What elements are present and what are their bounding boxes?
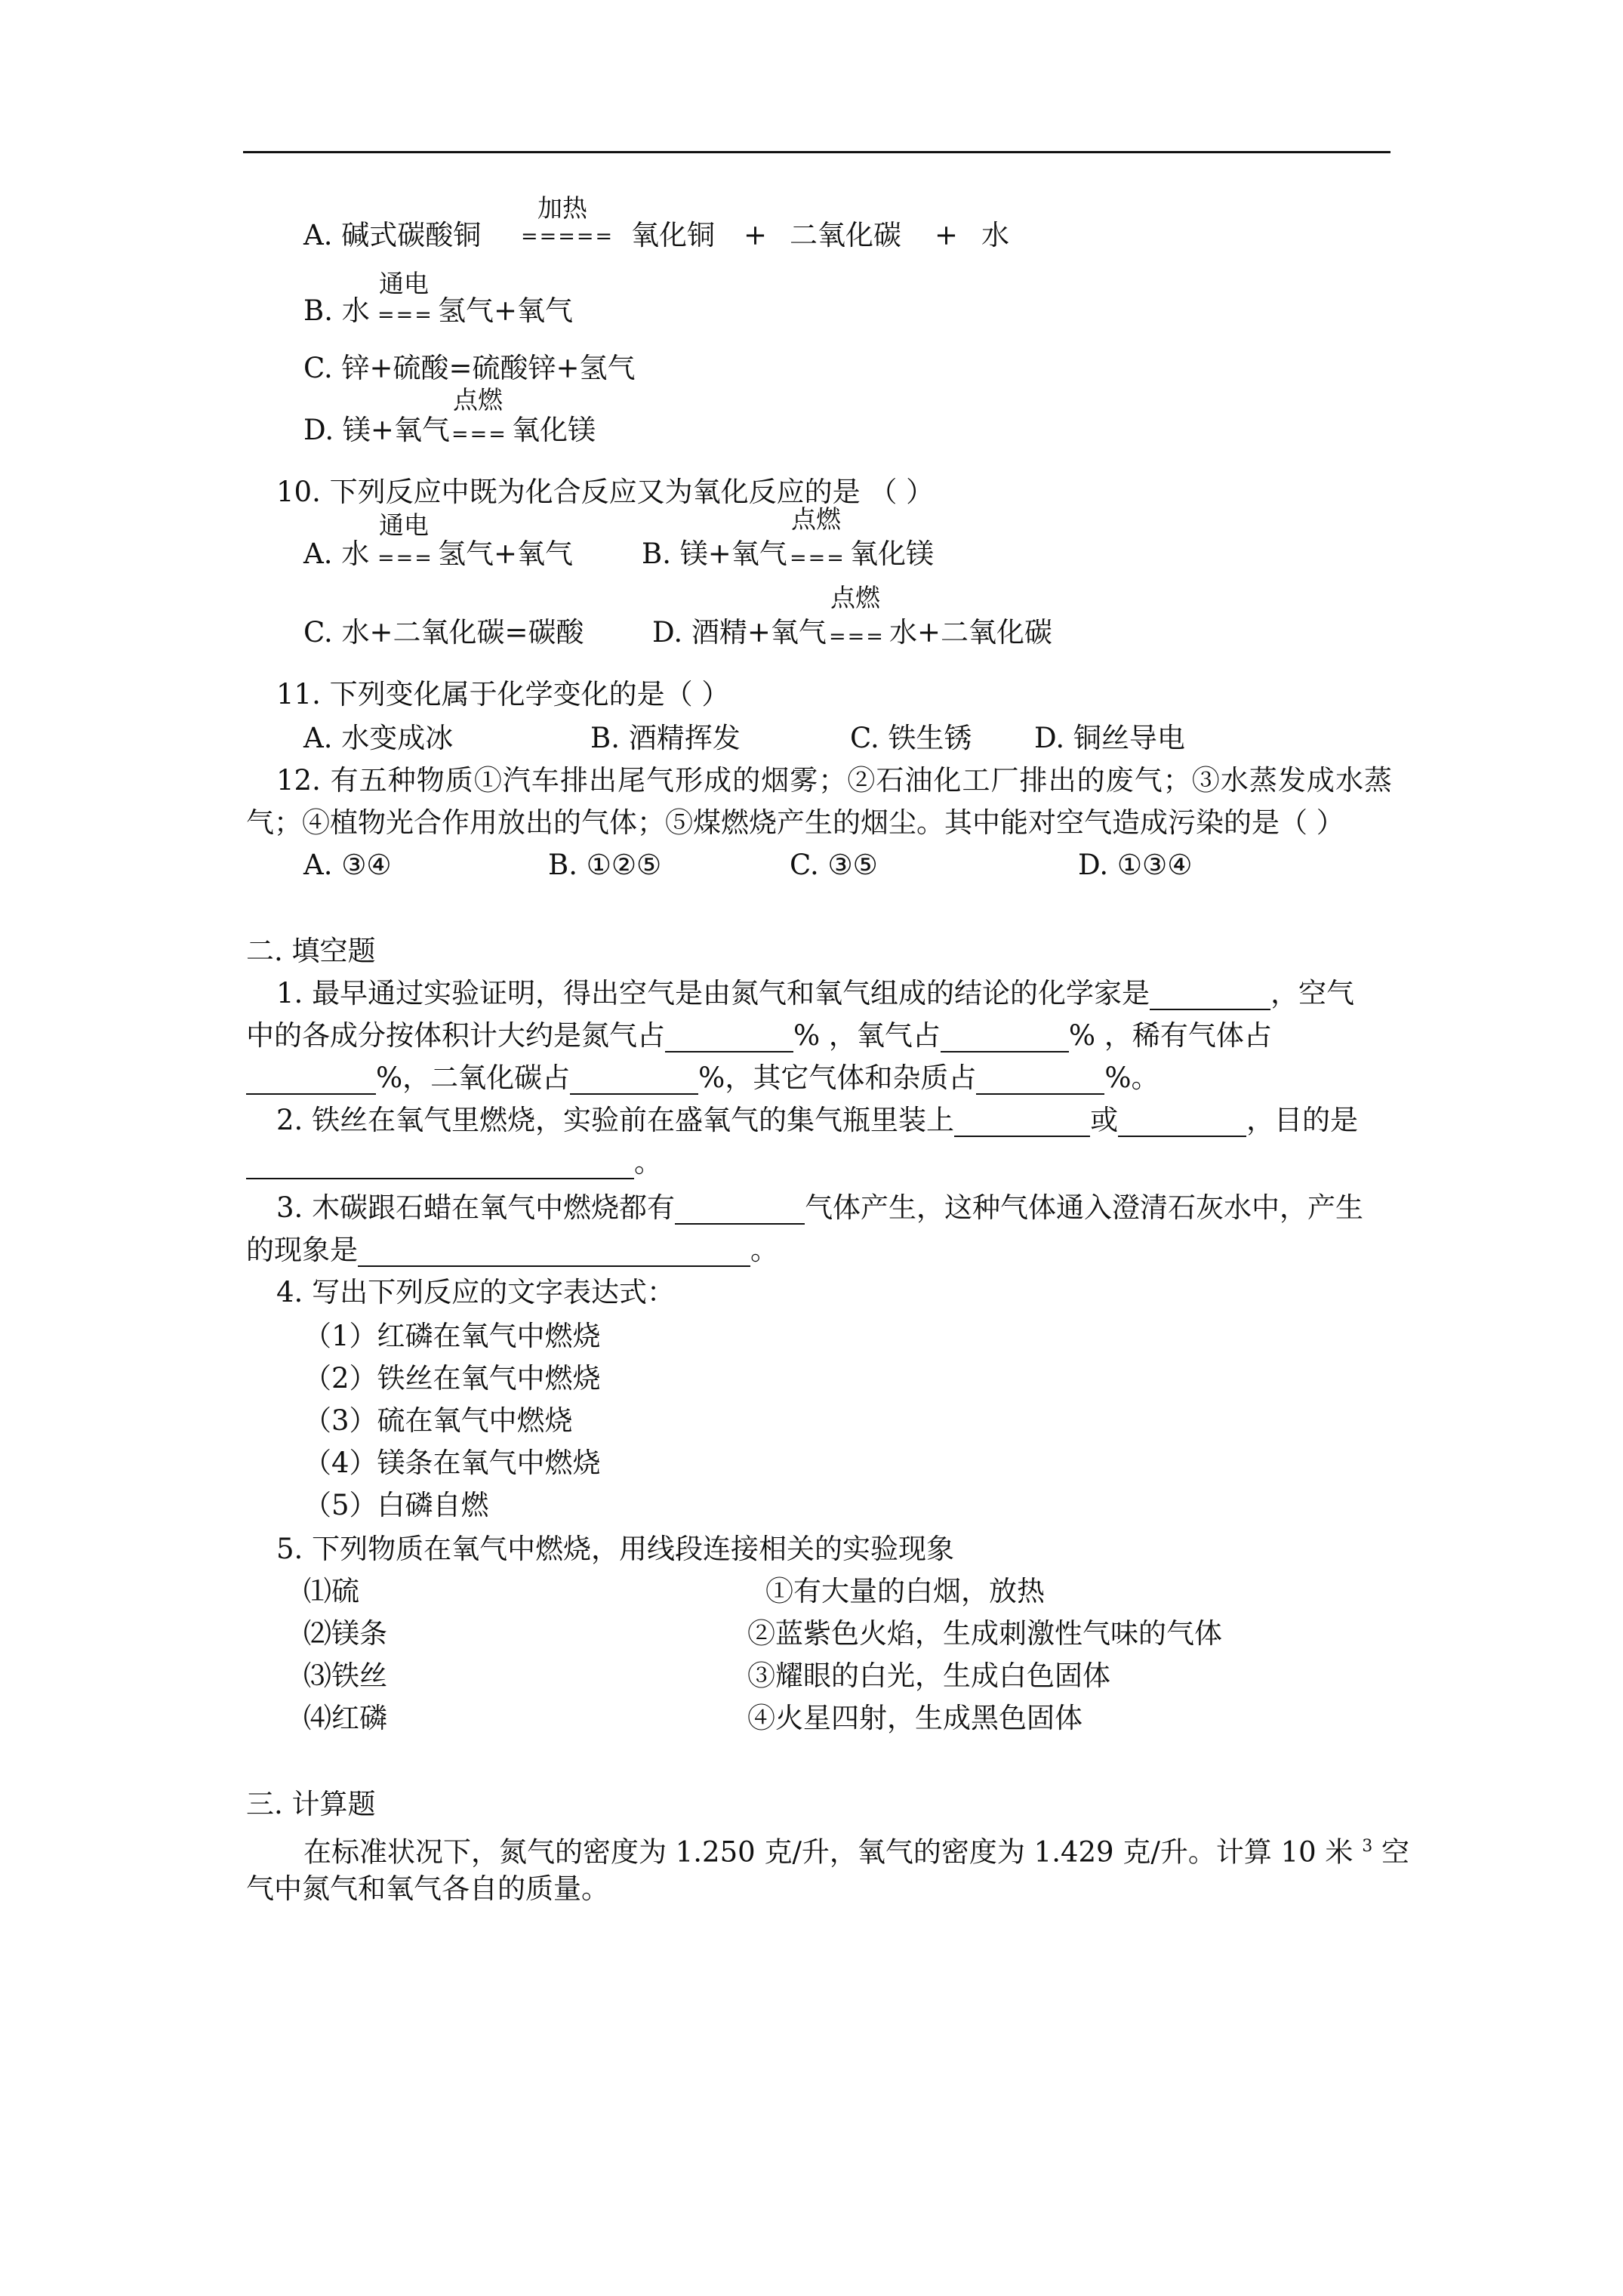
reaction-equals-sign: ===	[377, 547, 433, 570]
q10-option-c: C. 水+二氧化碳=碳酸	[303, 616, 584, 649]
s2-q5-left-item: ⑵镁条	[303, 1617, 387, 1650]
reaction-condition-electrolysis: 通电	[379, 510, 429, 540]
q11-stem: 11. 下列变化属于化学变化的是（ ）	[276, 678, 730, 710]
q12-option-b: B. ①②⑤	[548, 849, 662, 881]
s2-q4-item: （1）红磷在氧气中燃烧	[303, 1320, 601, 1352]
header-rule	[243, 151, 1390, 153]
s3-problem-line1: 在标准状况下，氮气的密度为 1.250 克/升，氧气的密度为 1.429 克/升。计算 10 米 $^3$ 空	[303, 1835, 1409, 1869]
q12-stem-line1: 12. 有五种物质①汽车排出尾气形成的烟雾；②石油化工厂排出的废气；③水蒸发成水蒸	[276, 764, 1392, 797]
reaction-products: 氧化镁	[512, 414, 596, 446]
reaction-equals-sign: ===	[377, 304, 433, 327]
q9-option-b: B. 水	[303, 294, 370, 327]
reaction-condition-ignite: 点燃	[453, 385, 503, 415]
s2-q5-left-item: ⑶铁丝	[303, 1660, 387, 1692]
answer-blank[interactable]	[1118, 1108, 1246, 1137]
section3-heading: 三. 计算题	[246, 1788, 376, 1820]
reaction-condition-heat: 加热	[537, 193, 587, 223]
s2-q2-line1: 2. 铁丝在氧气里燃烧，实验前在盛氧气的集气瓶里装上 或 ，目的是	[276, 1104, 1359, 1136]
s3-problem-line2: 气中氮气和氧气各自的质量。	[246, 1872, 609, 1905]
s2-q4-item: （2）铁丝在氧气中燃烧	[303, 1362, 601, 1395]
s2-q4-item: （4）镁条在氧气中燃烧	[303, 1447, 601, 1479]
answer-blank[interactable]	[675, 1196, 805, 1225]
q9-option-c: C. 锌+硫酸=硫酸锌+氢气	[303, 352, 636, 384]
s2-q1-line2: 中的各成分按体积计大约是氮气占 % ，氧气占 % ，稀有气体占	[246, 1019, 1272, 1052]
s2-q3-line1: 3. 木碳跟石蜡在氧气中燃烧都有 气体产生，这种气体通入澄清石灰水中，产生	[276, 1191, 1364, 1224]
answer-blank[interactable]	[941, 1024, 1069, 1052]
reaction-condition-ignite: 点燃	[830, 583, 880, 612]
s2-q5-left-item: ⑴硫	[303, 1575, 359, 1607]
q12-stem-line2: 气；④植物光合作用放出的气体；⑤煤燃烧产生的烟尘。其中能对空气造成污染的是（ ）	[246, 806, 1344, 839]
answer-blank[interactable]	[954, 1108, 1090, 1137]
reaction-equals-sign: =====	[521, 225, 614, 248]
answer-blank[interactable]	[665, 1024, 793, 1052]
q11-option-a: A. 水变成冰	[303, 722, 454, 754]
plus-sign: +	[935, 219, 959, 251]
answer-blank[interactable]	[976, 1066, 1104, 1095]
answer-blank[interactable]	[1150, 982, 1270, 1010]
product-water: 水	[981, 219, 1009, 251]
s2-q5-left-item: ⑷红磷	[303, 1702, 387, 1734]
reaction-products: 氧化镁	[850, 538, 934, 570]
s2-q5-right-item: ②蓝紫色火焰，生成刺激性气味的气体	[747, 1617, 1222, 1650]
s2-q4-stem: 4. 写出下列反应的文字表达式：	[276, 1276, 676, 1308]
answer-blank[interactable]	[246, 1151, 634, 1179]
q12-option-d: D. ①③④	[1078, 849, 1193, 881]
plus-sign: +	[744, 219, 768, 251]
q10-option-a: A. 水	[303, 538, 370, 570]
q12-option-a: A. ③④	[303, 849, 392, 881]
reaction-condition-ignite: 点燃	[791, 504, 841, 534]
product-carbon-dioxide: 二氧化碳	[790, 219, 901, 251]
option-a-label: A. 碱式碳酸铜	[303, 219, 482, 251]
q11-option-c: C. 铁生锈	[850, 722, 972, 754]
q11-option-d: D. 铜丝导电	[1034, 722, 1185, 754]
s2-q5-stem: 5. 下列物质在氧气中燃烧，用线段连接相关的实验现象	[276, 1533, 955, 1565]
q10-stem: 10. 下列反应中既为化合反应又为氧化反应的是 （ ）	[276, 476, 935, 508]
s2-q5-right-item: ③耀眼的白光，生成白色固体	[747, 1660, 1110, 1692]
q9-option-d: D. 镁+氧气	[303, 414, 450, 446]
s2-q3-line2: 的现象是 。	[246, 1234, 778, 1266]
answer-blank[interactable]	[570, 1066, 698, 1095]
s2-q4-item: （3）硫在氧气中燃烧	[303, 1404, 573, 1437]
q10-option-d: D. 酒精+氧气	[652, 616, 827, 649]
s2-q5-right-item: ④火星四射，生成黑色固体	[747, 1702, 1083, 1734]
answer-blank[interactable]	[358, 1238, 750, 1267]
answer-blank[interactable]	[246, 1066, 376, 1095]
reaction-products: 氢气+氧气	[438, 538, 574, 570]
q9-option-a	[303, 219, 481, 252]
reaction-condition-electrolysis: 通电	[379, 269, 429, 298]
s2-q1-line1: 1. 最早通过实验证明，得出空气是由氮气和氧气组成的结论的化学家是 ，空气	[276, 977, 1355, 1009]
s2-q1-line3: %，二氧化碳占 %，其它气体和杂质占 %。	[246, 1062, 1160, 1095]
s2-q5-right-item: ①有大量的白烟，放热	[765, 1575, 1045, 1607]
q10-option-b: B. 镁+氧气	[642, 538, 787, 570]
s2-q2-line2: 。	[246, 1146, 662, 1179]
reaction-products: 水+二氧化碳	[889, 616, 1053, 649]
reaction-equals-sign: ===	[451, 423, 507, 446]
q12-option-c: C. ③⑤	[790, 849, 878, 881]
reaction-equals-sign: ===	[829, 625, 885, 649]
q11-option-b: B. 酒精挥发	[590, 722, 741, 754]
reaction-products: 氢气+氧气	[438, 294, 574, 327]
superscript-three: 3	[1362, 1837, 1373, 1856]
section2-heading: 二. 填空题	[246, 935, 376, 967]
product-copper-oxide: 氧化铜	[631, 219, 715, 251]
reaction-equals-sign: ===	[790, 547, 845, 570]
s2-q4-item: （5）白磷自燃	[303, 1489, 489, 1521]
